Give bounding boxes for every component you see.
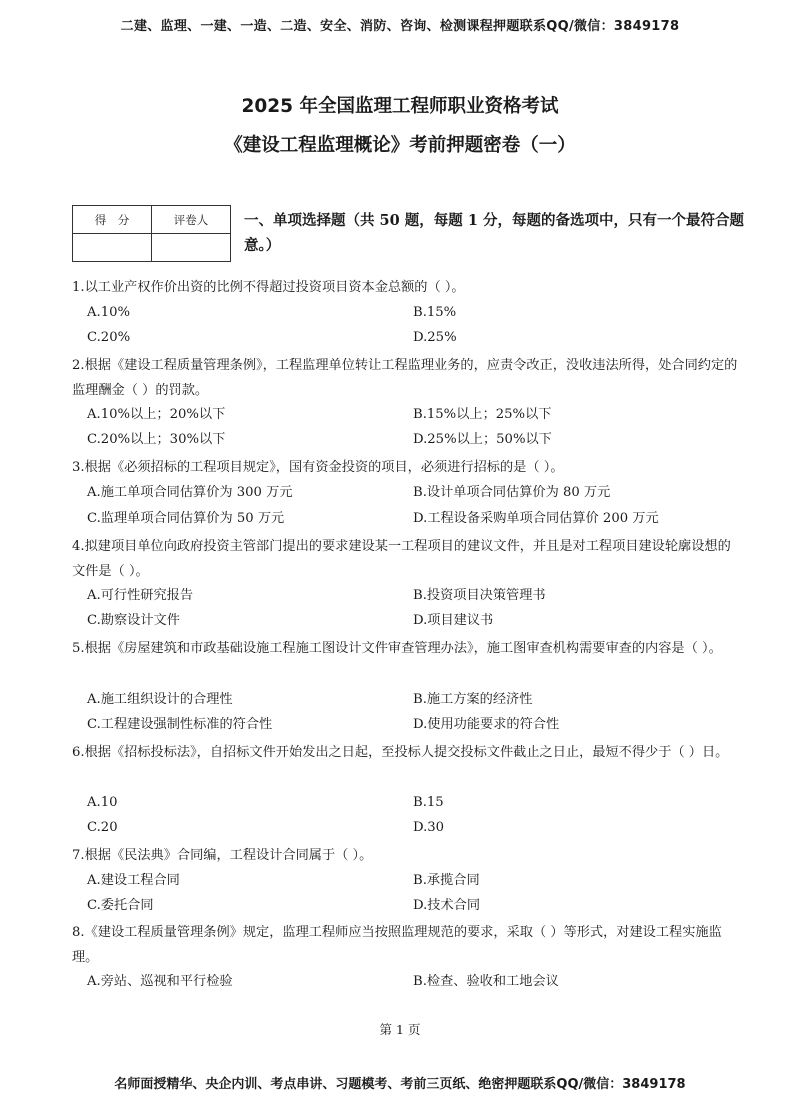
option-a: A.施工单项合同估算价为 300 万元 [87,485,293,500]
top-banner: 二建、监理、一建、一造、二造、安全、消防、咨询、检测课程押题联系QQ/微信：3849178 [120,19,680,34]
question-stem: 7.根据《民法典》合同编，工程设计合同属于（ ）。 [72,848,373,863]
option-b: B.承揽合同 [413,873,480,888]
option-c: C.工程建设强制性标准的符合性 [87,717,273,732]
question-stem: 2.根据《建设工程质量管理条例》，工程监理单位转让工程监理业务的，应责令改正，没收违法所得，处合同约定的监理酬金（ ）的罚款。 [72,358,738,398]
page-number: 第 1 页 [379,1022,421,1037]
question-stem: 5.根据《房屋建筑和市政基础设施工程施工图设计文件审查管理办法》，施工图审查机构需要审查的内容是（ ）。 [72,641,722,656]
option-a: A.10 [87,795,118,810]
option-c: C.监理单项合同估算价为 50 万元 [87,511,285,526]
option-a: A.可行性研究报告 [87,588,194,603]
grader-cell [152,234,231,262]
option-c: C.勘察设计文件 [87,613,180,628]
score-cell [73,234,152,262]
question-stem: 4.拟建项目单位向政府投资主管部门提出的要求建设某一工程项目的建议文件，并且是对工程项目建设轮廓设想的文件是（ ）。 [72,539,731,579]
question-stem: 1.以工业产权作价出资的比例不得超过投资项目资本金总额的（ ）。 [72,280,465,295]
question-stem: 6.根据《招标投标法》，自招标文件开始发出之日起，至投标人提交投标文件截止之日止，最短不得少于（ ）日。 [72,745,729,760]
grader-label: 评卷人 [152,206,231,234]
option-c: C.20%以上；30%以下 [87,432,226,447]
option-b: B.15%以上；25%以下 [413,407,552,422]
option-c: C.20 [87,820,118,835]
option-b: B.检查、验收和工地会议 [413,974,559,989]
paper-title: 《建设工程监理概论》考前押题密卷（一） [224,135,576,156]
option-b: B.15 [413,795,444,810]
score-table [72,205,231,262]
bottom-banner: 名师面授精华、央企内训、考点串讲、习题模考、考前三页纸、绝密押题联系QQ/微信：3849178 [114,1077,686,1092]
option-b: B.投资项目决策管理书 [413,588,546,603]
option-b: B.15% [413,305,457,320]
option-d: D.使用功能要求的符合性 [413,717,560,732]
section-title: 一、单项选择题（共 50 题，每题 1 分，每题的备选项中，只有一个最符合题意。） [244,212,744,254]
option-d: D.25% [413,330,457,345]
score-label: 得 分 [73,206,152,234]
option-a: A.建设工程合同 [87,873,180,888]
option-a: A.施工组织设计的合理性 [87,692,233,707]
option-c: C.20% [87,330,131,345]
option-d: D.工程设备采购单项合同估算价 200 万元 [413,511,659,526]
question-stem: 8.《建设工程质量管理条例》规定，监理工程师应当按照监理规范的要求，采取（ ）等形式，对建设工程实施监理。 [72,925,722,965]
option-a: A.旁站、巡视和平行检验 [87,974,233,989]
option-d: D.30 [413,820,445,835]
option-c: C.委托合同 [87,898,154,913]
option-b: B.施工方案的经济性 [413,692,533,707]
option-d: D.25%以上；50%以下 [413,432,552,447]
option-d: D.项目建议书 [413,613,494,628]
option-a: A.10% [87,305,131,320]
option-a: A.10%以上；20%以下 [87,407,226,422]
option-d: D.技术合同 [413,898,481,913]
question-stem: 3.根据《必须招标的工程项目规定》，国有资金投资的项目，必须进行招标的是（ ）。 [72,460,564,475]
option-b: B.设计单项合同估算价为 80 万元 [413,485,611,500]
exam-title: 2025 年全国监理工程师职业资格考试 [241,96,559,117]
